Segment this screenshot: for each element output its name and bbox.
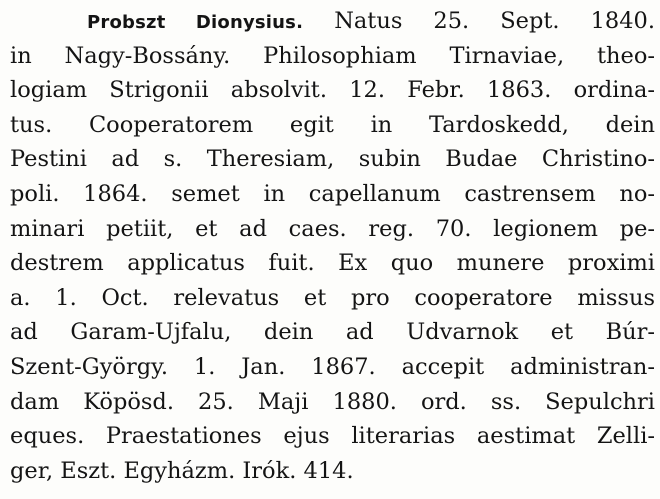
entry-line-14: ger, Eszt. Egyházm. Irók. 414. <box>10 457 354 484</box>
entry-line-7: minari petiit, et ad caes. reg. 70. legionem pe- <box>10 215 655 242</box>
entry-line-3: logiam Strigonii absolvit. 12. Febr. 1863. ordina- <box>10 77 655 104</box>
entry-headword: Probszt Dionysius. <box>87 12 304 33</box>
entry-line-8: destrem applicatus fuit. Ex quo munere proximi <box>10 250 655 277</box>
entry-line-10: ad Garam-Ujfalu, dein ad Udvarnok et Búr- <box>10 319 655 346</box>
entry-line-12: dam Köpösd. 25. Maji 1880. ord. ss. Sepulchri <box>10 388 655 415</box>
entry-line-9: a. 1. Oct. relevatus et pro cooperatore missus <box>10 284 655 311</box>
entry-line-2: in Nagy-Bossány. Philosophiam Tirnaviae, theo- <box>10 42 655 69</box>
entry-line-1 <box>10 4 655 39</box>
entry-line-11: Szent-György. 1. Jan. 1867. accepit administran- <box>10 353 655 380</box>
biographical-entry <box>10 4 655 488</box>
entry-line-4: tus. Cooperatorem egit in Tardoskedd, dein <box>10 111 655 138</box>
entry-line-6: poli. 1864. semet in capellanum castrensem no- <box>10 180 655 207</box>
entry-line-13: eques. Praestationes ejus literarias aestimat Zelli- <box>10 423 655 450</box>
entry-line-5: Pestini ad s. Theresiam, subin Budae Christino- <box>10 146 655 173</box>
entry-line-1-text: Natus 25. Sept. 1840. <box>334 8 655 34</box>
